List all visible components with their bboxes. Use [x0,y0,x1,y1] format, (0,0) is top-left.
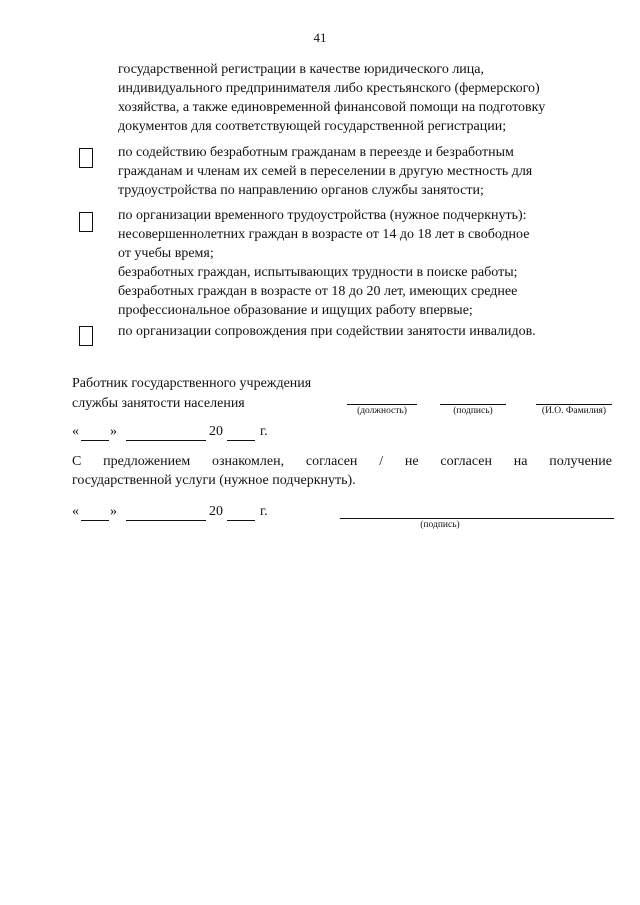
worker-line-1: Работник государственного учреждения [72,376,312,391]
registration-paragraph [118,60,611,136]
text-line: трудоустройства по направлению органов службы занятости; [118,183,484,198]
quote-close: » [110,424,117,439]
text-line: документов для соответствующей государственной регистрации; [118,119,507,134]
month-line[interactable] [126,440,206,441]
date-row-applicant [72,504,332,524]
month-line[interactable] [126,520,206,521]
year-prefix: 20 [209,504,223,519]
position-caption: (должность) [357,406,407,416]
worker-label [72,374,372,414]
date-row-worker [72,424,332,444]
year-line[interactable] [227,520,255,521]
relocation-paragraph [118,143,611,200]
text-line: профессиональное образование и ищущих работу впервые; [118,303,473,318]
relocation-checkbox[interactable] [79,148,93,168]
position-line[interactable] [347,404,417,405]
day-line[interactable] [81,440,109,441]
year-suffix: г. [260,424,268,439]
text-line: безработных граждан в возрасте от 18 до 20 лет, имеющих среднее [118,284,518,299]
text-line: государственной услуги (нужное подчеркнуть). [72,473,356,488]
temporary-employment-checkbox[interactable] [79,212,93,232]
applicant-signature-line[interactable] [340,518,614,519]
text-line: хозяйства, а также единовременной финансовой помощи на подготовку [118,100,546,115]
quote-open: « [72,504,79,519]
text-line: С предложением ознакомлен, согласен / не согласен на получение [72,454,612,469]
year-suffix: г. [260,504,268,519]
year-prefix: 20 [209,424,223,439]
worker-line-2: службы занятости населения [72,396,245,411]
text-line: по содействию безработным гражданам в переезде и безработным [118,145,514,160]
name-line[interactable] [536,404,612,405]
text-line: по организации сопровождения при содействии занятости инвалидов. [118,324,536,339]
text-line: безработных граждан, испытывающих трудности в поиске работы; [118,265,518,280]
quote-open: « [72,424,79,439]
text-line: по организации временного трудоустройства (нужное подчеркнуть): [118,208,527,223]
text-line: государственной регистрации в качестве юридического лица, [118,62,485,77]
text-line: от учебы время; [118,246,214,261]
signature-caption: (подпись) [453,406,493,416]
disabled-support-checkbox[interactable] [79,326,93,346]
applicant-signature-caption: (подпись) [420,520,460,530]
name-caption: (И.О. Фамилия) [541,406,607,416]
signature-line[interactable] [440,404,506,405]
quote-close: » [110,504,117,519]
year-line[interactable] [227,440,255,441]
acquaintance-paragraph [72,452,612,490]
disabled-support-paragraph [118,322,611,341]
temporary-employment-paragraph [118,206,611,320]
page-number: 41 [313,30,327,45]
day-line[interactable] [81,520,109,521]
text-line: несовершеннолетних граждан в возрасте от 14 до 18 лет в свободное [118,227,530,242]
text-line: гражданам и членам их семей в переселении в другую местность для [118,164,533,179]
text-line: индивидуального предпринимателя либо крестьянского (фермерского) [118,81,540,96]
